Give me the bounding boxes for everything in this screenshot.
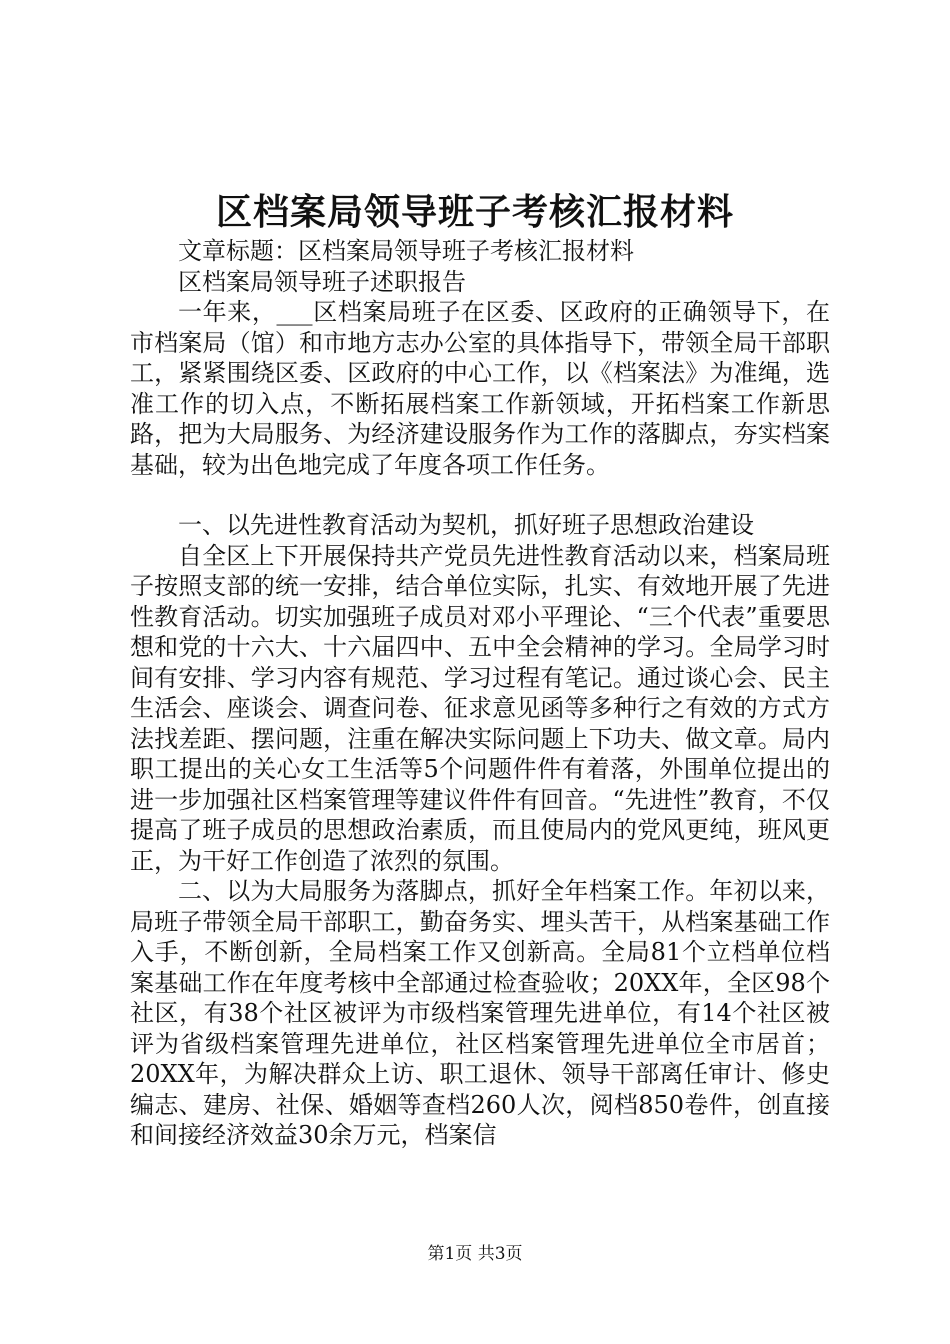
section-two-paragraph: 二、以为大局服务为落脚点，抓好全年档案工作。年初以来，局班子带领全局干部职工，勤奋务实、埋头苦干，从档案基础工作入手，不断创新，全局档案工作又创新高。全局81个立档单位档案基础工作在年度考核中全部通过检查验收；20XX年，全区98个社区，有38个社区被评为市级档案管理先进单位，有14个社区被评为省级档案管理先进单位，社区档案管理先进单位全市居首；20XX年，为解决群众上访、职工退休、领导干部离任审计、修史编志、建房、社保、婚姻等查档260人次，阅档850卷件，创直接和间接经济效益30余万元，档案信 bbox=[130, 877, 830, 1149]
page-number-footer: 第1页 共3页 bbox=[427, 1244, 523, 1264]
document-body bbox=[130, 236, 830, 1151]
section-one-paragraph: 自全区上下开展保持共产党员先进性教育活动以来，档案局班子按照支部的统一安排，结合单位实际，扎实、有效地开展了先进性教育活动。切实加强班子成员对邓小平理论、“三个代表”重要思想和党的十六大、十六届四中、五中全会精神的学习。全局学习时间有安排、学习内容有规范、学习过程有笔记。通过谈心会、民主生活会、座谈会、调查问卷、征求意见函等多种行之有效的方式方法找差距、摆问题，注重在解决实际问题上下功夫、做文章。局内职工提出的关心女工生活等5个问题件件有着落，外围单位提出的进一步加强社区档案管理等建议件件有回音。“先进性”教育，不仅提高了班子成员的思想政治素质，而且使局内的党风更纯，班风更正，为干好工作创造了浓烈的氛围。 bbox=[130, 541, 830, 875]
document-title: 区档案局领导班子考核汇报材料 bbox=[215, 191, 734, 233]
article-title-line: 文章标题：区档案局领导班子考核汇报材料 bbox=[178, 237, 634, 265]
section-one-heading: 一、以先进性教育活动为契机，抓好班子思想政治建设 bbox=[178, 511, 754, 539]
report-subtitle-line: 区档案局领导班子述职报告 bbox=[178, 267, 466, 296]
intro-paragraph: 一年来，___区档案局班子在区委、区政府的正确领导下，在市档案局（馆）和市地方志办公室的具体指导下，带领全局干部职工，紧紧围绕区委、区政府的中心工作，以《档案法》为准绳，选准工作的切入点，不断拓展档案工作新领域，开拓档案工作新思路，把为大局服务、为经济建设服务作为工作的落脚点，夯实档案基础，较为出色地完成了年度各项工作任务。 bbox=[130, 298, 830, 479]
